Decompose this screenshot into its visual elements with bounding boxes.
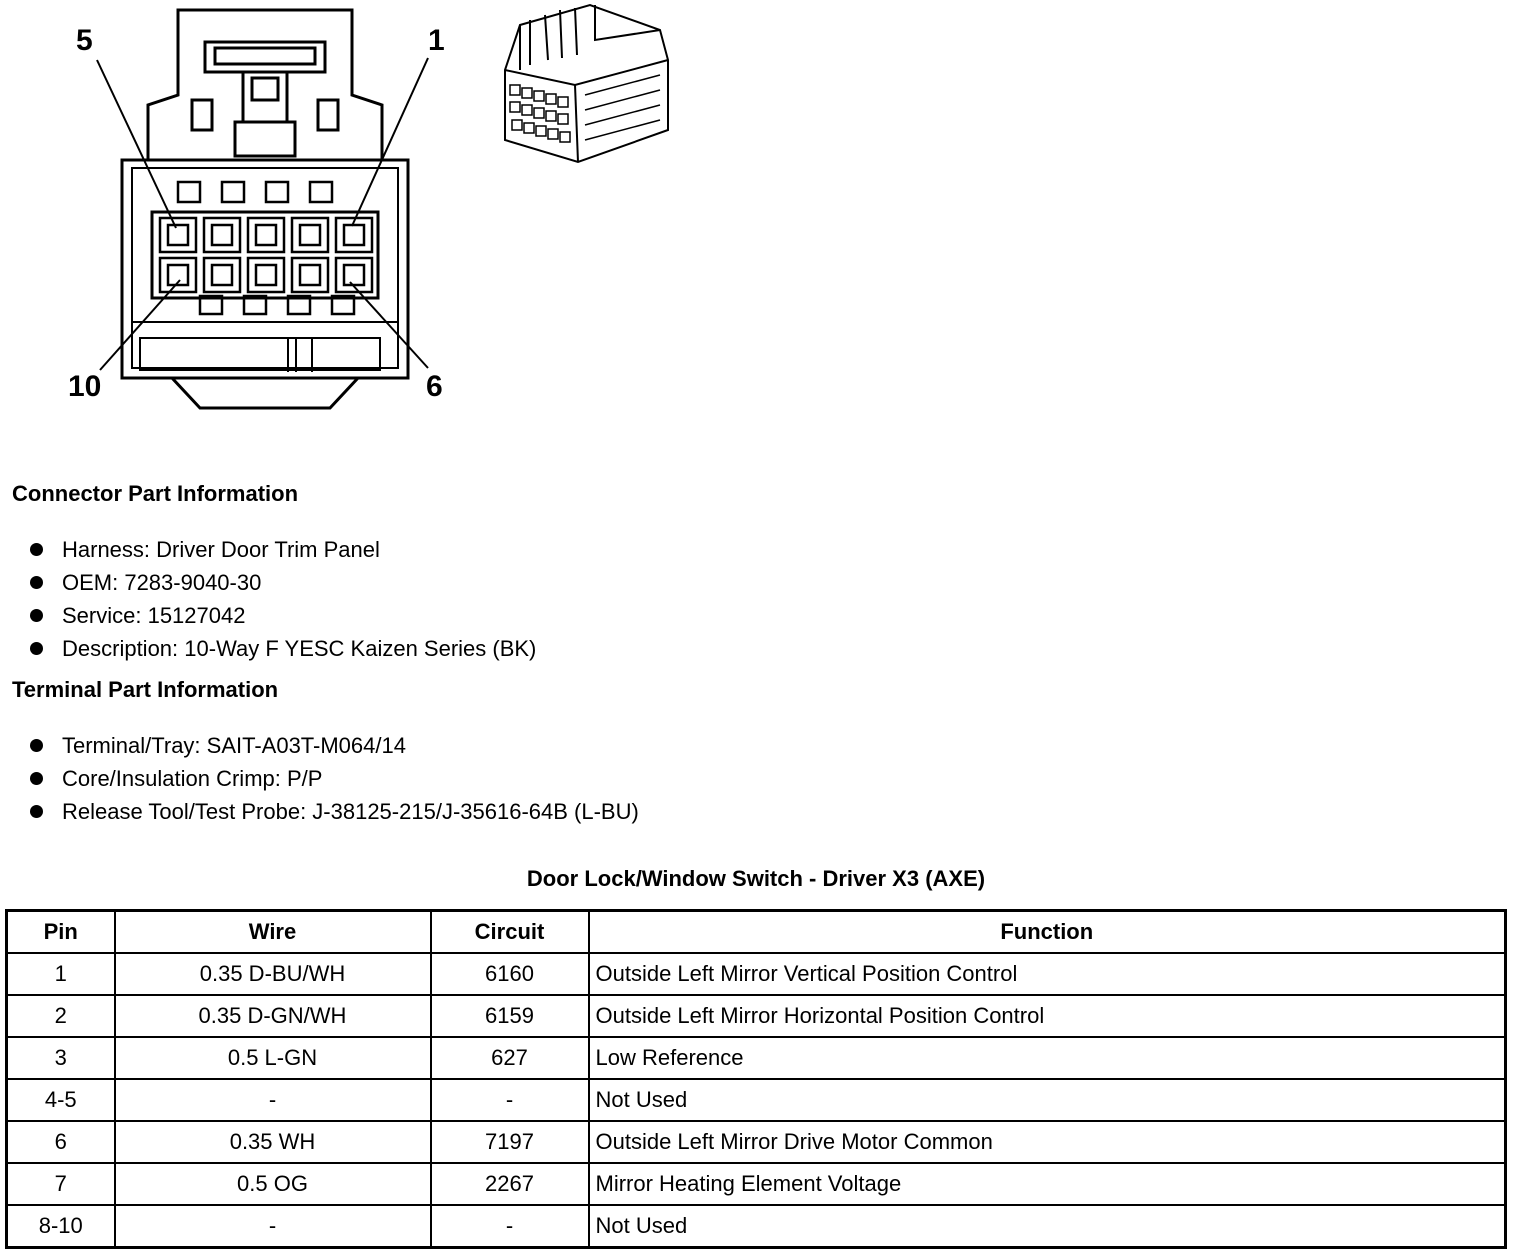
cell-wire: - [115,1079,431,1121]
table-row [7,1079,1506,1121]
cell-wire: 0.5 OG [115,1163,431,1205]
cell-circuit: 6160 [431,953,589,995]
table-row [7,1205,1506,1248]
header-pin: Pin [7,911,115,954]
cell-circuit: - [431,1079,589,1121]
cell-pin: 3 [7,1037,115,1079]
cell-pin: 8-10 [7,1205,115,1248]
cell-function: Outside Left Mirror Horizontal Position Control [589,995,1506,1037]
cell-circuit: - [431,1205,589,1248]
cell-circuit: 627 [431,1037,589,1079]
table-row [7,1121,1506,1163]
cell-function: Low Reference [589,1037,1506,1079]
pin-label-1: 1 [428,24,445,57]
cell-pin: 6 [7,1121,115,1163]
connector-isometric-icon [500,0,700,170]
terminal-info-heading: Terminal Part Information [12,677,279,702]
table-row [7,1163,1506,1205]
list-item: Harness: Driver Door Trim Panel [28,533,536,566]
connector-face-diagram [60,0,460,420]
cell-pin: 1 [7,953,115,995]
cell-function: Not Used [589,1079,1506,1121]
header-circuit: Circuit [431,911,589,954]
cell-wire: - [115,1205,431,1248]
terminal-info-list [28,729,639,828]
cell-pin: 4-5 [7,1079,115,1121]
header-function: Function [589,911,1506,954]
list-item: Release Tool/Test Probe: J-38125-215/J-35616-64B (L-BU) [28,795,639,828]
table-caption: Door Lock/Window Switch - Driver X3 (AXE) [526,866,986,891]
pin-label-5: 5 [76,24,93,57]
cell-circuit: 7197 [431,1121,589,1163]
list-item: Service: 15127042 [28,599,536,632]
cell-function: Outside Left Mirror Vertical Position Control [589,953,1506,995]
connector-info-heading: Connector Part Information [12,481,299,506]
cell-wire: 0.35 WH [115,1121,431,1163]
cell-function: Mirror Heating Element Voltage [589,1163,1506,1205]
cell-circuit: 2267 [431,1163,589,1205]
header-wire: Wire [115,911,431,954]
cell-pin: 7 [7,1163,115,1205]
cell-wire: 0.5 L-GN [115,1037,431,1079]
table-header-row [7,911,1506,954]
list-item: Core/Insulation Crimp: P/P [28,762,639,795]
cell-pin: 2 [7,995,115,1037]
pin-label-10: 10 [68,370,102,403]
table-row [7,953,1506,995]
cell-wire: 0.35 D-BU/WH [115,953,431,995]
pinout-table [5,909,1507,1249]
list-item: OEM: 7283-9040-30 [28,566,536,599]
cell-function: Not Used [589,1205,1506,1248]
cell-function: Outside Left Mirror Drive Motor Common [589,1121,1506,1163]
connector-info-list [28,533,536,665]
cell-wire: 0.35 D-GN/WH [115,995,431,1037]
list-item: Description: 10-Way F YESC Kaizen Series (BK) [28,632,536,665]
cell-circuit: 6159 [431,995,589,1037]
pin-label-6: 6 [426,370,443,403]
table-row [7,1037,1506,1079]
list-item: Terminal/Tray: SAIT-A03T-M064/14 [28,729,639,762]
table-row [7,995,1506,1037]
